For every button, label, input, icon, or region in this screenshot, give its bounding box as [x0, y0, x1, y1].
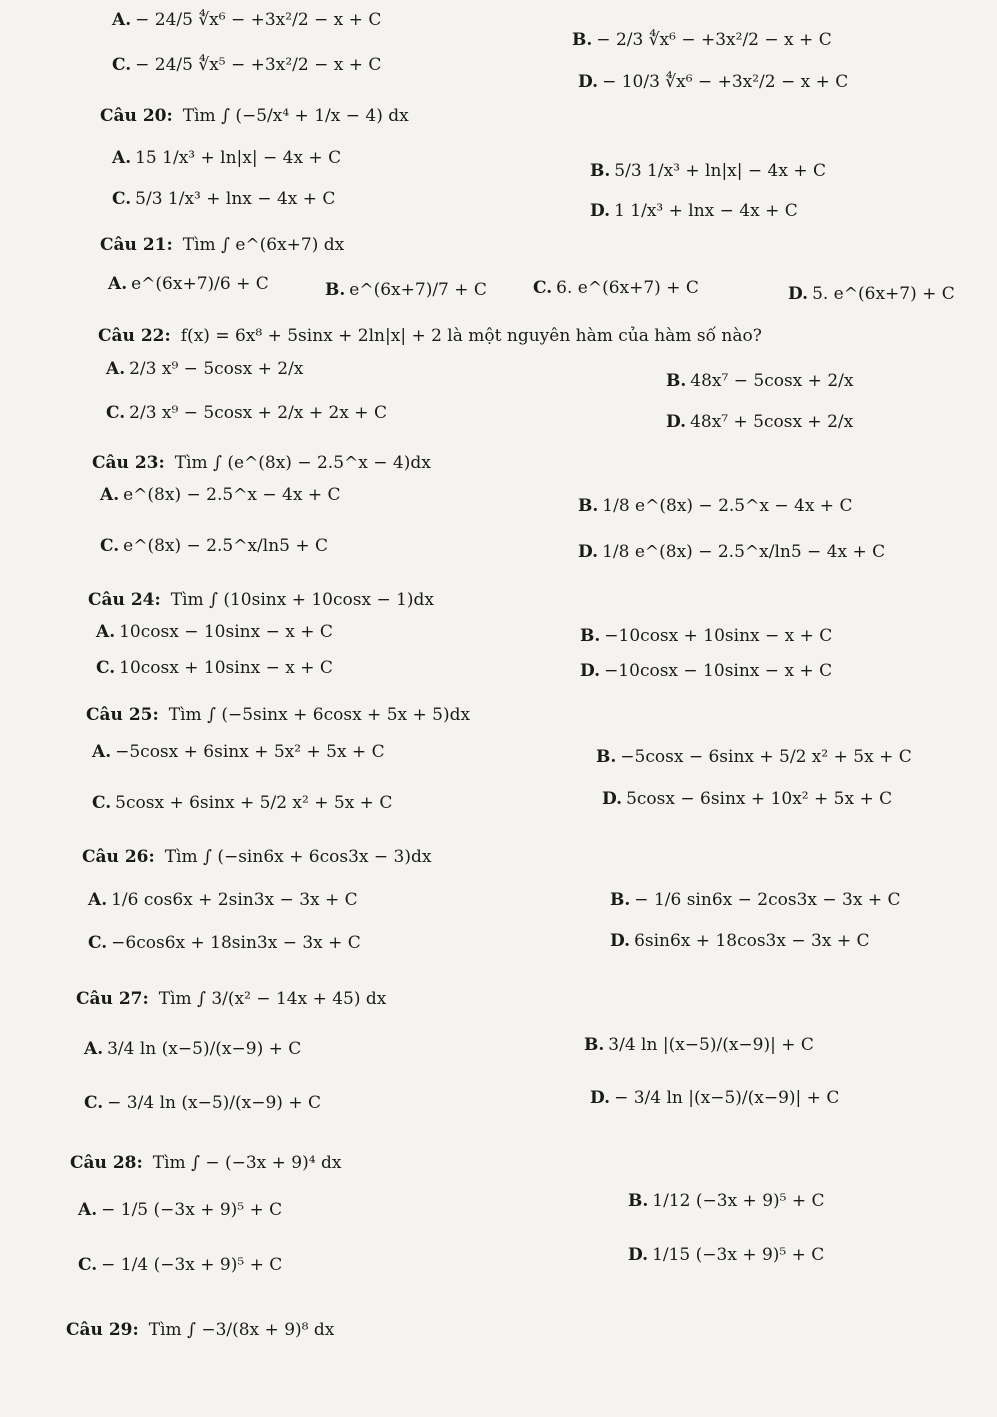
option-letter: D.	[578, 72, 599, 92]
option-letter: B.	[572, 30, 593, 50]
option-expression: 3/4 ln |(x−5)/(x−9)| + C	[608, 1035, 814, 1055]
question-prompt	[100, 108, 409, 125]
question-expression: Tìm ∫ (10sinx + 10cosx − 1)dx	[170, 590, 435, 610]
option-expression: 1/15 (−3x + 9)⁵ + C	[652, 1245, 825, 1265]
question-expression: Tìm ∫ (−5sinx + 6cosx + 5x + 5)dx	[168, 705, 471, 725]
option-letter: C.	[112, 189, 132, 209]
option-letter: B.	[325, 280, 346, 300]
option-expression: −5cosx + 6sinx + 5x² + 5x + C	[115, 742, 385, 762]
option-letter: A.	[112, 148, 132, 168]
answer-option	[106, 361, 303, 378]
answer-option	[628, 1247, 824, 1264]
option-expression: e^(8x) − 2.5^x − 4x + C	[123, 485, 341, 505]
answer-option	[112, 57, 381, 74]
option-letter: A.	[92, 742, 112, 762]
option-expression: 10cosx + 10sinx − x + C	[119, 658, 333, 678]
answer-option	[88, 935, 361, 952]
question-number: Câu 27:	[76, 989, 149, 1009]
option-expression: − 1/4 (−3x + 9)⁵ + C	[101, 1255, 283, 1275]
answer-option	[590, 203, 798, 220]
option-letter: B.	[584, 1035, 605, 1055]
option-letter: C.	[88, 933, 108, 953]
question-number: Câu 28:	[70, 1153, 143, 1173]
option-letter: C.	[533, 278, 553, 298]
option-expression: − 10/3 ∜x⁶ − +3x²/2 − x + C	[602, 72, 849, 92]
option-expression: −5cosx − 6sinx + 5/2 x² + 5x + C	[620, 747, 912, 767]
option-letter: D.	[578, 542, 599, 562]
option-expression: e^(8x) − 2.5^x/ln5 + C	[123, 536, 329, 556]
question-number: Câu 23:	[92, 453, 165, 473]
question-expression: Tìm ∫ e^(6x+7) dx	[182, 235, 345, 255]
option-expression: −10cosx + 10sinx − x + C	[604, 626, 833, 646]
answer-option	[590, 163, 826, 180]
answer-option	[78, 1257, 282, 1274]
option-expression: −6cos6x + 18sin3x − 3x + C	[111, 933, 361, 953]
option-letter: D.	[628, 1245, 649, 1265]
option-expression: e^(6x+7)/6 + C	[131, 274, 269, 294]
option-expression: 5. e^(6x+7) + C	[812, 284, 955, 304]
question-number: Câu 24:	[88, 590, 161, 610]
answer-option	[112, 191, 335, 208]
answer-option	[533, 280, 699, 297]
option-letter: A.	[78, 1200, 98, 1220]
option-letter: D.	[602, 789, 623, 809]
option-expression: − 24/5 ∜x⁶ − +3x²/2 − x + C	[135, 10, 382, 30]
option-expression: 1/12 (−3x + 9)⁵ + C	[652, 1191, 825, 1211]
question-prompt	[98, 328, 762, 345]
answer-option	[578, 544, 885, 561]
question-number: Câu 26:	[82, 847, 155, 867]
option-letter: A.	[112, 10, 132, 30]
option-letter: A.	[100, 485, 120, 505]
option-expression: 2/3 x⁹ − 5cosx + 2/x + 2x + C	[129, 403, 387, 423]
option-letter: D.	[590, 201, 611, 221]
answer-option	[100, 538, 328, 555]
question-prompt	[82, 849, 431, 866]
option-expression: 3/4 ln (x−5)/(x−9) + C	[107, 1039, 302, 1059]
option-expression: 1/8 e^(8x) − 2.5^x/ln5 − 4x + C	[602, 542, 886, 562]
option-letter: D.	[610, 931, 631, 951]
answer-option	[578, 498, 852, 515]
option-expression: 2/3 x⁹ − 5cosx + 2/x	[129, 359, 304, 379]
option-expression: 1 1/x³ + lnx − 4x + C	[614, 201, 798, 221]
option-expression: 5cosx − 6sinx + 10x² + 5x + C	[626, 789, 893, 809]
answer-option	[112, 12, 381, 29]
option-expression: 48x⁷ + 5cosx + 2/x	[690, 412, 854, 432]
answer-option	[610, 892, 901, 909]
option-expression: e^(6x+7)/7 + C	[349, 280, 487, 300]
answer-option	[92, 795, 392, 812]
option-expression: 10cosx − 10sinx − x + C	[119, 622, 333, 642]
answer-option	[578, 74, 848, 91]
answer-option	[96, 624, 333, 641]
option-letter: C.	[106, 403, 126, 423]
option-expression: 48x⁷ − 5cosx + 2/x	[690, 371, 854, 391]
option-expression: − 1/6 sin6x − 2cos3x − 3x + C	[634, 890, 901, 910]
question-expression: Tìm ∫ −3/(8x + 9)⁸ dx	[148, 1320, 335, 1340]
option-letter: D.	[788, 284, 809, 304]
option-letter: A.	[108, 274, 128, 294]
option-letter: A.	[96, 622, 116, 642]
option-letter: C.	[96, 658, 116, 678]
option-letter: C.	[100, 536, 120, 556]
option-letter: B.	[666, 371, 687, 391]
option-letter: C.	[92, 793, 112, 813]
question-expression: Tìm ∫ (−sin6x + 6cos3x − 3)dx	[164, 847, 432, 867]
answer-option	[666, 373, 853, 390]
answer-option	[572, 32, 832, 49]
answer-option	[596, 749, 912, 766]
answer-option	[602, 791, 892, 808]
option-expression: − 3/4 ln (x−5)/(x−9) + C	[107, 1093, 321, 1113]
question-expression: Tìm ∫ − (−3x + 9)⁴ dx	[152, 1153, 342, 1173]
option-letter: A.	[106, 359, 126, 379]
option-expression: −10cosx − 10sinx − x + C	[604, 661, 833, 681]
answer-option	[96, 660, 333, 677]
option-letter: B.	[580, 626, 601, 646]
answer-option	[788, 286, 955, 303]
option-letter: D.	[590, 1088, 611, 1108]
question-expression: Tìm ∫ (−5/x⁴ + 1/x − 4) dx	[182, 106, 409, 126]
answer-option	[92, 744, 385, 761]
answer-option	[106, 405, 387, 422]
option-letter: B.	[610, 890, 631, 910]
question-prompt	[92, 455, 431, 472]
question-prompt	[66, 1322, 334, 1339]
answer-option	[325, 282, 487, 299]
question-number: Câu 22:	[98, 326, 171, 346]
option-letter: A.	[84, 1039, 104, 1059]
answer-option	[100, 487, 341, 504]
question-number: Câu 25:	[86, 705, 159, 725]
option-letter: C.	[84, 1093, 104, 1113]
option-expression: − 1/5 (−3x + 9)⁵ + C	[101, 1200, 283, 1220]
option-letter: B.	[590, 161, 611, 181]
option-letter: B.	[578, 496, 599, 516]
option-letter: C.	[78, 1255, 98, 1275]
question-expression: f(x) = 6x⁸ + 5sinx + 2ln|x| + 2 là một nguyên hàm của hàm số nào?	[180, 326, 762, 346]
option-expression: 5cosx + 6sinx + 5/2 x² + 5x + C	[115, 793, 393, 813]
option-expression: − 24/5 ∜x⁵ − +3x²/2 − x + C	[135, 55, 382, 75]
answer-option	[84, 1041, 301, 1058]
answer-option	[610, 933, 869, 950]
answer-option	[590, 1090, 839, 1107]
option-expression: 1/8 e^(8x) − 2.5^x − 4x + C	[602, 496, 853, 516]
option-expression: − 2/3 ∜x⁶ − +3x²/2 − x + C	[596, 30, 832, 50]
option-letter: B.	[596, 747, 617, 767]
question-expression: Tìm ∫ (e^(8x) − 2.5^x − 4)dx	[174, 453, 431, 473]
answer-option	[78, 1202, 282, 1219]
option-letter: B.	[628, 1191, 649, 1211]
option-letter: D.	[666, 412, 687, 432]
question-prompt	[88, 592, 434, 609]
answer-option	[584, 1037, 814, 1054]
question-number: Câu 21:	[100, 235, 173, 255]
answer-option	[580, 628, 832, 645]
option-letter: A.	[88, 890, 108, 910]
answer-option	[628, 1193, 825, 1210]
question-number: Câu 20:	[100, 106, 173, 126]
option-letter: C.	[112, 55, 132, 75]
option-expression: 6sin6x + 18cos3x − 3x + C	[634, 931, 870, 951]
option-expression: 1/6 cos6x + 2sin3x − 3x + C	[111, 890, 358, 910]
answer-option	[108, 276, 269, 293]
option-expression: 15 1/x³ + ln|x| − 4x + C	[135, 148, 342, 168]
answer-option	[666, 414, 853, 431]
question-expression: Tìm ∫ 3/(x² − 14x + 45) dx	[158, 989, 387, 1009]
option-expression: − 3/4 ln |(x−5)/(x−9)| + C	[614, 1088, 840, 1108]
question-prompt	[70, 1155, 341, 1172]
option-letter: D.	[580, 661, 601, 681]
option-expression: 5/3 1/x³ + ln|x| − 4x + C	[614, 161, 826, 181]
question-prompt	[100, 237, 344, 254]
answer-option	[580, 663, 832, 680]
answer-option	[88, 892, 358, 909]
answer-option	[112, 150, 341, 167]
option-expression: 5/3 1/x³ + lnx − 4x + C	[135, 189, 336, 209]
question-prompt	[86, 707, 470, 724]
option-expression: 6. e^(6x+7) + C	[556, 278, 699, 298]
question-prompt	[76, 991, 386, 1008]
question-number: Câu 29:	[66, 1320, 139, 1340]
answer-option	[84, 1095, 321, 1112]
